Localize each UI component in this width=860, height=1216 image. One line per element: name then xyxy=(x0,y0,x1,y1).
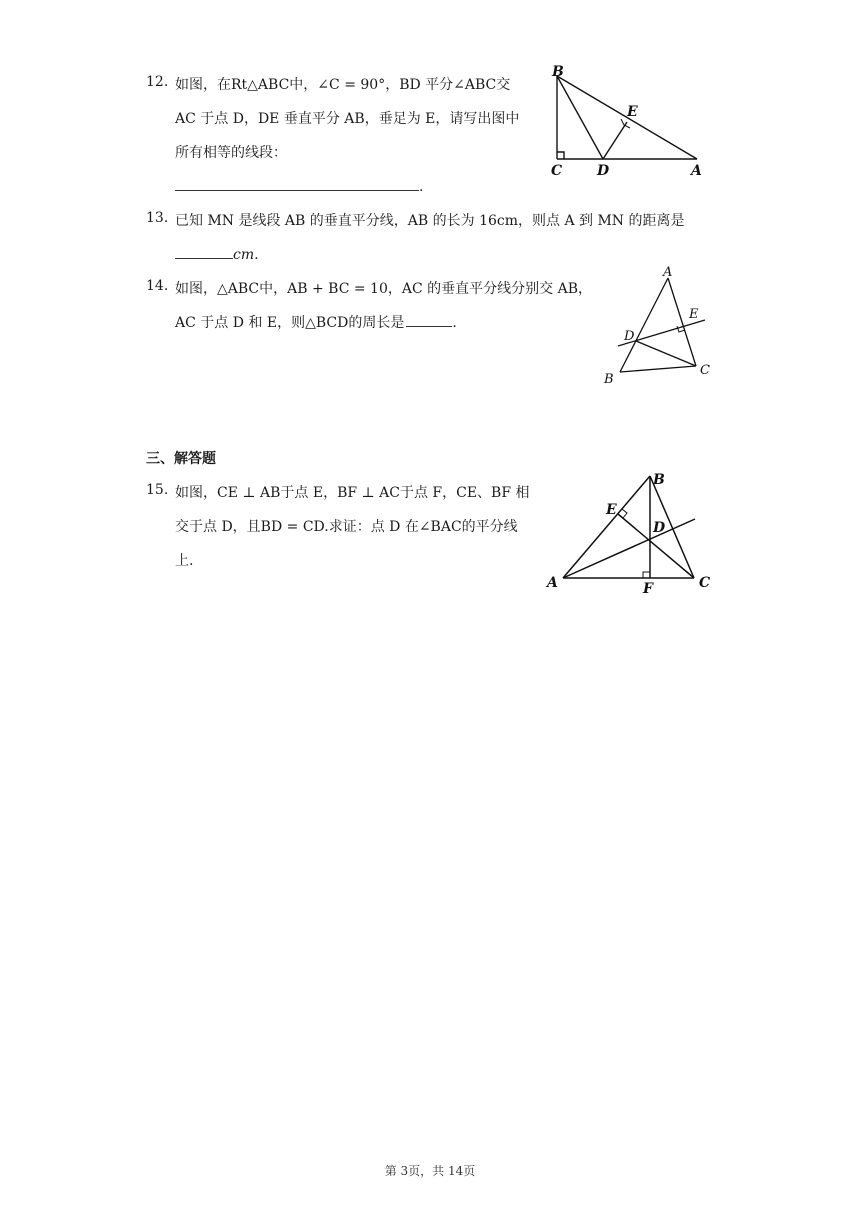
question-text-line: 交于点 D，且BD = CD.求证：点 D 在∠BAC的平分线 xyxy=(175,519,518,535)
label-b: B xyxy=(552,64,564,80)
label-e: E xyxy=(689,307,699,322)
section-title: 三、解答题 xyxy=(146,451,216,467)
right-angle-e xyxy=(622,509,627,518)
segment-ac xyxy=(668,278,696,366)
segment-ab xyxy=(563,476,650,578)
label-c: C xyxy=(551,163,563,179)
question-text-line: 如图，CE ⊥ AB于点 E，BF ⊥ AC于点 F，CE、BF 相 xyxy=(175,485,530,501)
label-e: E xyxy=(627,104,638,120)
question-text-line: 如图，在Rt△ABC中，∠C = 90°，BD 平分∠ABC交 xyxy=(175,77,511,93)
label-a: A xyxy=(691,163,702,179)
question-number: 14. xyxy=(146,278,169,294)
question-text-line: 如图，△ABC中，AB + BC = 10，AC 的垂直平分线分别交 AB， xyxy=(175,281,592,297)
label-d: D xyxy=(653,520,666,536)
label-a: A xyxy=(663,265,673,280)
label-e: E xyxy=(606,502,617,518)
segment-ad-extended xyxy=(563,519,695,578)
question-text-line: 已知 MN 是线段 AB 的垂直平分线，AB 的长为 16cm，则点 A 到 MN 的距离是 xyxy=(175,213,685,229)
question-text-line: AC 于点 D 和 E，则△BCD的周长是 . xyxy=(175,312,457,332)
question-text-line: AC 于点 D，DE 垂直平分 AB，垂足为 E，请写出图中 xyxy=(175,111,520,127)
label-c: C xyxy=(699,575,711,591)
segment-dc xyxy=(636,341,696,366)
segment-de xyxy=(603,122,627,159)
label-f: F xyxy=(643,581,653,596)
label-c: C xyxy=(700,363,710,378)
label-b: B xyxy=(653,472,665,488)
question-text-line: 所有相等的线段： xyxy=(175,145,287,161)
figure-15-triangle xyxy=(542,466,722,596)
answer-blank[interactable] xyxy=(406,312,452,327)
figure-14-triangle xyxy=(598,262,723,390)
label-d: D xyxy=(624,329,635,344)
question-number: 12. xyxy=(146,74,169,90)
right-angle-c xyxy=(557,152,564,159)
label-d: D xyxy=(597,163,610,179)
segment-bc xyxy=(620,366,696,372)
answer-line xyxy=(175,244,259,263)
figure-12-triangle xyxy=(545,62,715,182)
question-number: 13. xyxy=(146,210,169,226)
page-footer: 第 3页，共 14页 xyxy=(384,1164,476,1178)
question-text-line: 上. xyxy=(175,553,194,569)
right-angle-f xyxy=(643,572,650,578)
question-number: 15. xyxy=(146,482,169,498)
segment-bd xyxy=(557,76,603,159)
answer-suffix: . xyxy=(452,315,457,331)
answer-blank[interactable] xyxy=(175,244,233,259)
answer-suffix: cm. xyxy=(233,247,259,263)
label-a: A xyxy=(547,575,558,591)
answer-blank[interactable] xyxy=(175,176,419,191)
label-b: B xyxy=(604,372,614,387)
answer-suffix: . xyxy=(419,179,424,195)
answer-line xyxy=(175,176,423,195)
segment-ab xyxy=(620,278,668,372)
